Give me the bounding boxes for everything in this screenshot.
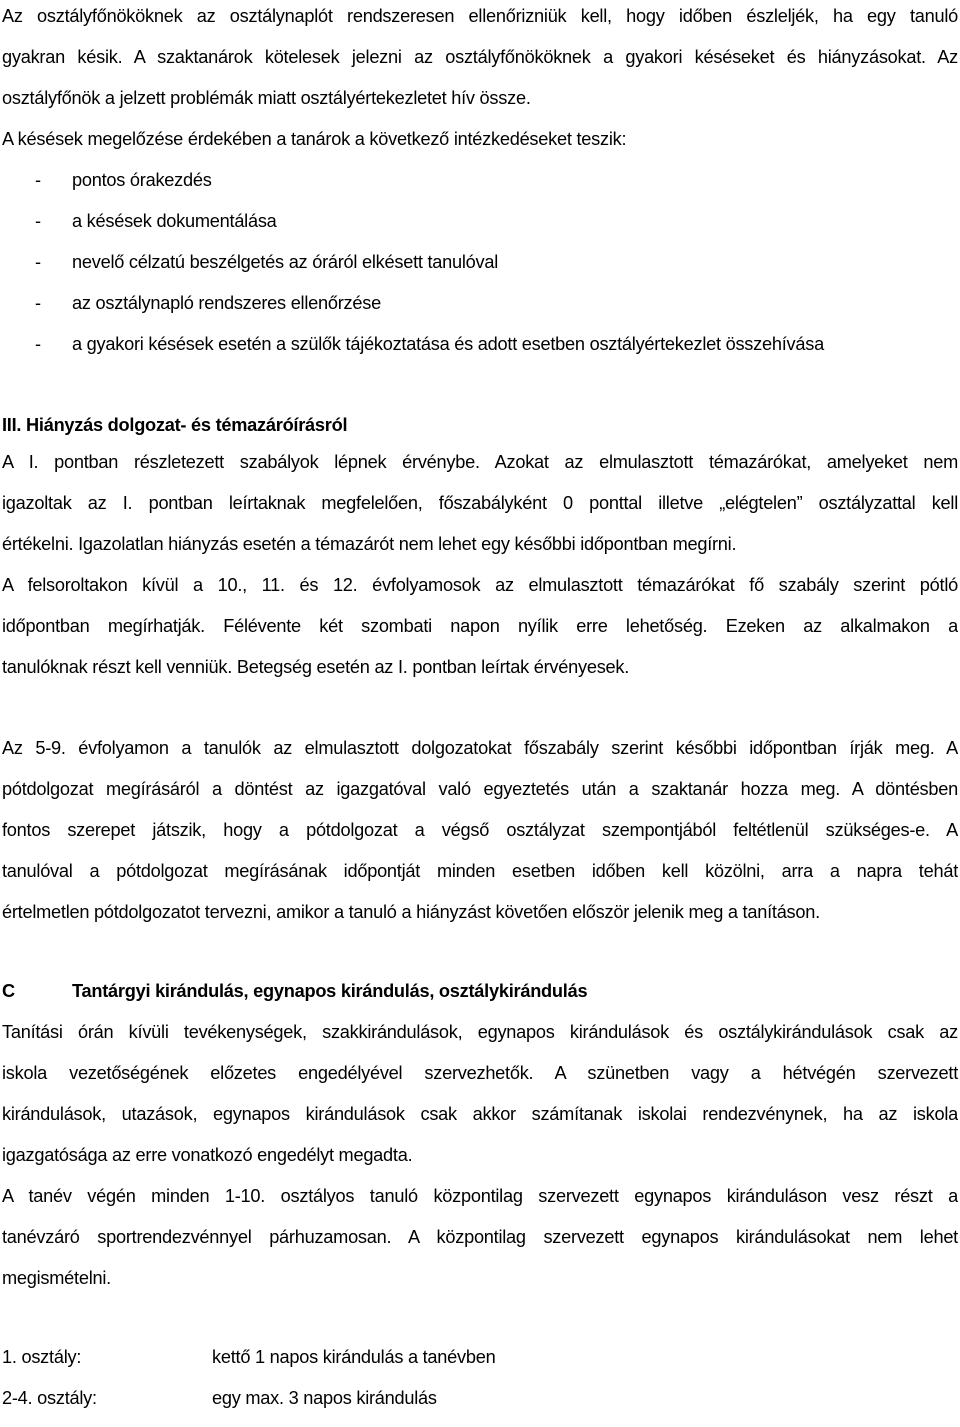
list-item-text: nevelő célzatú beszélgetés az óráról elkésett tanulóval [72,252,499,272]
text-line: iskola vezetőségének előzetes engedélyével szervezhetők. A szünetben vagy a hétvégén szervezett [2,1063,958,1083]
text-line: fontos szerepet játszik, hogy a pótdolgozat a végső osztályzat szempontjából feltétlenül szükséges-e. A [2,820,958,840]
measures-intro: A késések megelőzése érdekében a tanárok a következő intézkedéseket teszik: [2,129,627,149]
text-line: Az 5-9. évfolyamon a tanulók az elmulasztott dolgozatokat főszabály szerint későbbi időpontban írják meg. A [2,738,958,758]
text-line: időpontban megírhatják. Félévente két szombati napon nyílik erre lehetőség. Ezeken az alkalmakon a [2,616,958,636]
text-line: megismételni. [2,1268,111,1288]
section-3 [2,405,958,933]
spacer [2,688,958,724]
spacer [2,365,958,401]
grade-rule-row [2,1378,958,1419]
grade-label: 1. osztály: [2,1347,82,1367]
text-line: A I. pontban részletezett szabályok lépnek érvénybe. Azokat az elmulasztott témazárókat, amelyeket nem [2,452,958,472]
text-line: igazoltak az I. pontban leírtaknak megfelelően, főszabályként 0 ponttal illetve „elégtelen” osztályzattal kell [2,493,958,513]
grade-label: 2-4. osztály: [2,1388,97,1408]
grade-rule: kettő 1 napos kirándulás a tanévben [212,1347,496,1367]
section-heading [2,971,958,1012]
list-item-text: a késések dokumentálása [72,211,277,231]
text-line: A tanév végén minden 1-10. osztályos tanuló központilag szervezett egynapos kiránduláson vesz részt a [2,1186,958,1206]
text-line: Tanítási órán kívüli tevékenységek, szakkirándulások, egynapos kirándulások és osztálykirándulások csak az [2,1022,958,1042]
section-c [2,971,958,1419]
grade-rule: egy max. 3 napos kirándulás [212,1388,437,1408]
list-item [2,160,958,201]
section-title: Tantárgyi kirándulás, egynapos kirándulás, osztálykirándulás [72,981,588,1001]
text-line: A felsoroltakon kívül a 10., 11. és 12. évfolyamosok az elmulasztott témazárókat fő szabály szerint pótló [2,575,958,595]
list-dash: - [35,334,41,354]
text-line: tanulóknak részt kell venniük. Betegség esetén az I. pontban leírtak érvényesek. [2,657,630,677]
list-item [2,324,958,365]
text-line: Az osztályfőnököknek az osztálynaplót rendszeresen ellenőrizniük kell, hogy időben észleljék, ha egy tanuló [2,6,958,26]
list-item [2,201,958,242]
text-line: igazgatósága az erre vonatkozó engedélyt megadta. [2,1145,413,1165]
text-line: tanulóval a pótdolgozat megírásának időpontját minden esetben időben kell közölni, arra a napra tehát [2,861,958,881]
text-line: osztályfőnök a jelzett problémák miatt osztályértekezletet hív össze. [2,88,531,108]
measures-section [2,119,958,365]
text-line: gyakran késik. A szaktanárok kötelesek jelezni az osztályfőnököknek a gyakori késéseket és hiányzásokat. Az [2,47,958,67]
list-item-text: pontos órakezdés [72,170,212,190]
text-line: pótdolgozat megírásáról a döntést az igazgatóval való egyeztetés után a szaktanár hozza meg. A döntésben [2,779,958,799]
document-page [2,0,958,1419]
list-item-text: az osztálynapló rendszeres ellenőrzése [72,293,381,313]
list-item [2,242,958,283]
text-line: tanévzáró sportrendezvénnyel párhuzamosan. A központilag szervezett egynapos kirándulásokat nem lehet [2,1227,958,1247]
list-dash: - [35,211,41,231]
grade-rule-row [2,1337,958,1378]
list-dash: - [35,252,41,272]
list-dash: - [35,170,41,190]
text-line: kirándulások, utazások, egynapos kirándulások csak akkor számítanak iskolai rendezvénynek, ha az iskola [2,1104,958,1124]
list-item [2,283,958,324]
spacer [2,933,958,969]
text-line: értelmetlen pótdolgozatot tervezni, amikor a tanuló a hiányzást követően először jelenik meg a tanításon. [2,902,820,922]
spacer [2,1299,958,1335]
section-heading: III. Hiányzás dolgozat- és témazáróírásról [2,415,348,435]
list-item-text: a gyakori késések esetén a szülők tájékoztatása és adott esetben osztályértekezlet összehívása [72,334,824,354]
section-letter: C [2,981,15,1001]
list-dash: - [35,293,41,313]
text-line: értékelni. Igazolatlan hiányzás esetén a témazárót nem lehet egy későbbi időpontban megírni. [2,534,737,554]
intro-paragraph [2,0,958,119]
